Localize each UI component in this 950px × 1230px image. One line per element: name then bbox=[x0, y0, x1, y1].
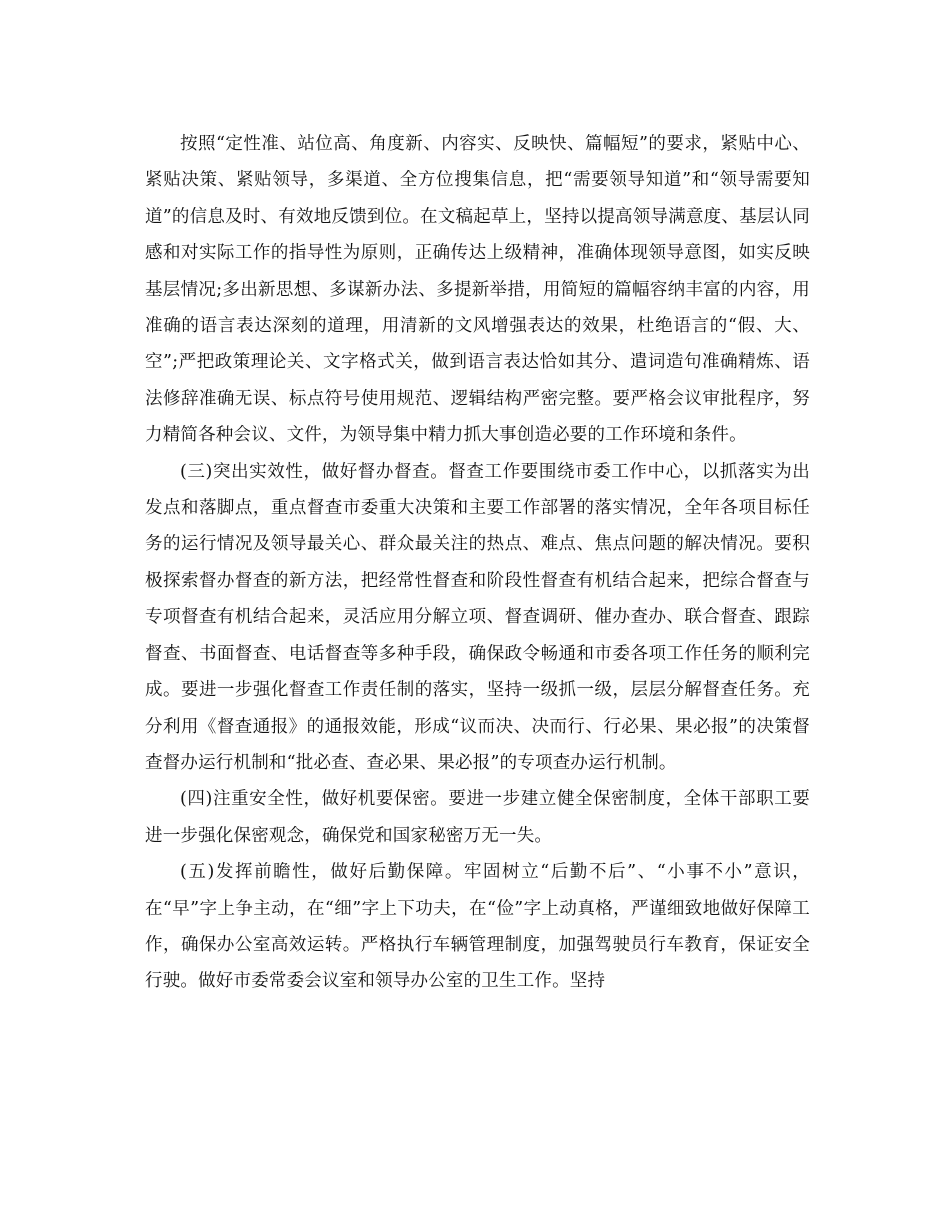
paragraph-logistics: (五)发挥前瞻性，做好后勤保障。牢固树立“后勤不后”、“小事不小”意识，在“早”字上争主动，在“细”字上下功夫，在“俭”字上动真格，严谨细致地做好保障工作，确保办公室高效运转。严格执行车辆管理制度，加强驾驶员行车教育，保证安全行驶。做好市委常委会议室和领导办公室的卫生工作。坚持 bbox=[145, 862, 810, 992]
paragraph-information-and-drafting: 按照“定性准、站位高、角度新、内容实、反映快、篇幅短”的要求，紧贴中心、紧贴决策、紧贴领导，多渠道、全方位搜集信息，把“需要领导知道”和“领导需要知道”的信息及时、有效地反馈到位。在文稿起草上，坚持以提高领导满意度、基层认同感和对实际工作的指导性为原则，正确传达上级精神，准确体现领导意图，如实反映基层情况;多出新思想、多谋新办法、多提新举措，用简短的篇幅容纳丰富的内容，用准确的语言表达深刻的道理，用清新的文风增强表达的效果，杜绝语言的“假、大、空”;严把政策理论关、文字格式关，做到语言表达恰如其分、遣词造句准确精炼、语法修辞准确无误、标点符号使用规范、逻辑结构严密完整。要严格会议审批程序，努力精简各种会议、文件，为领导集中精力抓大事创造必要的工作环境和条件。 bbox=[145, 134, 810, 446]
paragraph-confidentiality: (四)注重安全性，做好机要保密。要进一步建立健全保密制度，全体干部职工要进一步强化保密观念，确保党和国家秘密万无一失。 bbox=[145, 789, 810, 846]
document-body bbox=[145, 126, 810, 1000]
paragraph-supervision: (三)突出实效性，做好督办督查。督查工作要围绕市委工作中心，以抓落实为出发点和落脚点，重点督查市委重大决策和主要工作部署的落实情况，全年各项目标任务的运行情况及领导最关心、群众最关注的热点、难点、焦点问题的解决情况。要积极探索督办督查的新方法，把经常性督查和阶段性督查有机结合起来，把综合督查与专项督查有机结合起来，灵活应用分解立项、督查调研、催办查办、联合督查、跟踪督查、书面督查、电话督查等多种手段，确保政令畅通和市委各项工作任务的顺利完成。要进一步强化督查工作责任制的落实，坚持一级抓一级，层层分解督查任务。充分利用《督查通报》的通报效能，形成“议而决、决而行、行必果、果必报”的决策督查督办运行机制和“批必查、查必果、果必报”的专项查办运行机制。 bbox=[145, 461, 810, 773]
